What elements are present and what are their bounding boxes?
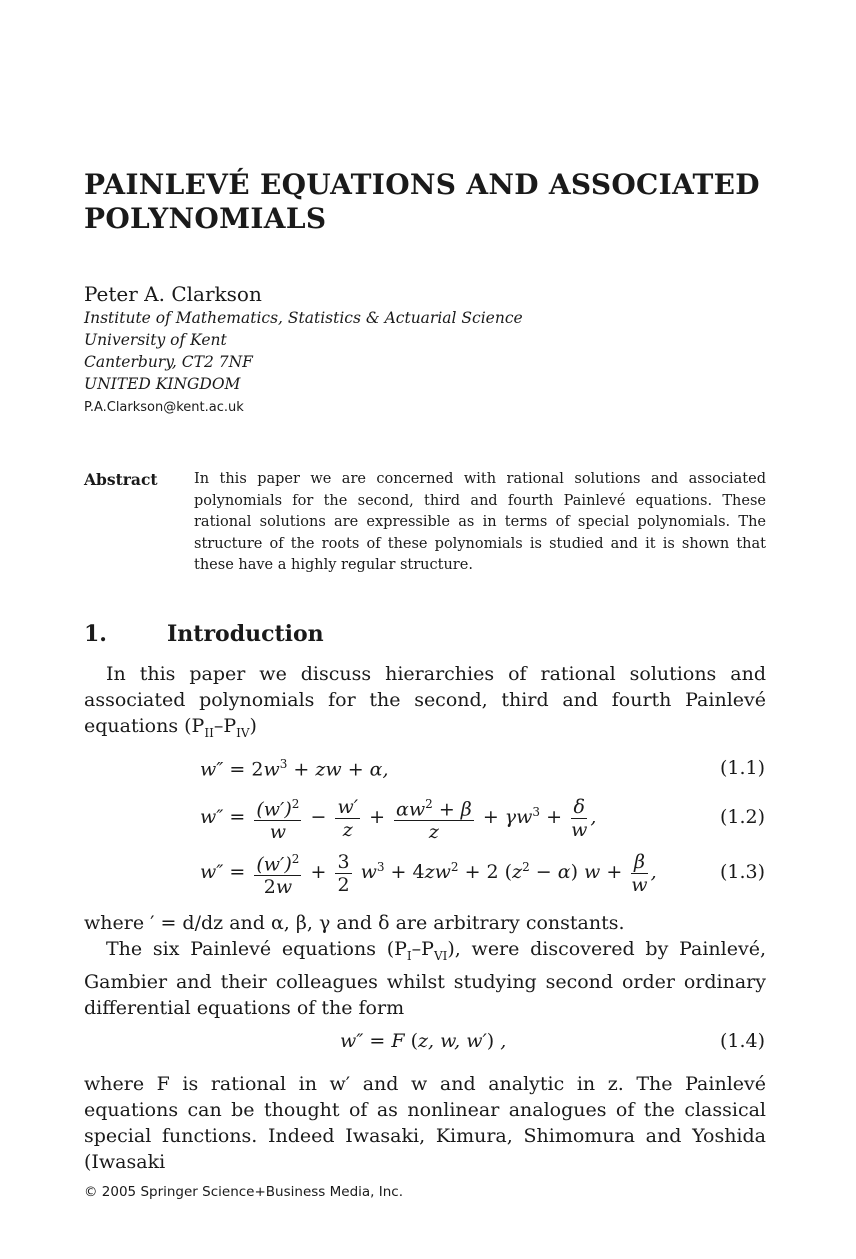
- equation-number: (1.1): [720, 757, 766, 779]
- equation-number: (1.3): [720, 861, 766, 883]
- author-name: Peter A. Clarkson: [84, 282, 262, 306]
- affiliation-line: UNITED KINGDOM: [84, 375, 241, 393]
- abstract-label: Abstract: [84, 470, 158, 489]
- title-line-2: POLYNOMIALS: [84, 202, 327, 235]
- equation-1-3: w″ = $\frac{(w')^2}{2w}$ + $\frac{3}{2}$ $w^3 + 4zw^2 + 2$ $(z^2 - \alpha) w$ + $\frac{\beta}{w}$ ,: [200, 848, 657, 898]
- abstract-text: In this paper we are concerned with rational solutions and associated polynomials for the second, third and fourth Painlevé equations. These rational solutions are expressible as in terms of special polynomials. The structure of the roots of these polynomials is studied and it is shown that these have a highly regular structure.: [194, 471, 766, 573]
- paper-title: [84, 168, 824, 236]
- affiliation-line: Institute of Mathematics, Statistics & Actuarial Science: [84, 309, 523, 327]
- equation-1-4: w″ = F (z, w, w′) ,: [340, 1030, 507, 1052]
- section-title: Introduction: [167, 621, 324, 647]
- section-number: 1.: [84, 621, 107, 647]
- intro-text: In this paper we discuss hierarchies of rational solutions and associated polynomials for the second, third and fourth Painlevé equations (P: [84, 663, 766, 737]
- title-line-1: PAINLEVÉ EQUATIONS AND ASSOCIATED: [84, 168, 760, 201]
- equation-1-1: $w'' = 2w^3$ + zw + α,: [200, 757, 389, 781]
- affiliation-line: University of Kent: [84, 331, 227, 349]
- copyright-footer: © 2005 Springer Science+Business Media, Inc.: [84, 1184, 403, 1200]
- affiliation-line: Canterbury, CT2 7NF: [84, 353, 253, 371]
- equation-number: (1.2): [720, 806, 766, 828]
- constants-paragraph: where ′ = d/dz and α, β, γ and δ are arbitrary constants.: [84, 912, 625, 934]
- closing-paragraph: where F is rational in w′ and w and analytic in z. The Painlevé equations can be thought of as nonlinear analogues of the classical special functions. Indeed Iwasaki, Kimura, Shimomura and Yoshida (Iwasaki: [84, 1073, 766, 1173]
- equation-number: (1.4): [720, 1030, 766, 1052]
- intro-paragraph: In this paper we discuss hierarchies of rational solutions and associated polynomials for the second, third and fourth Painlevé equations $(P_{II}-P_{IV})$: [84, 663, 766, 740]
- history-paragraph: The six Painlevé equations $(P_I-P_{VI})$, were discovered by Painlevé, Gambier and their colleagues whilst studying second order ordinary differential equations of the form: [84, 938, 766, 1019]
- equation-1-2: w″ = $\frac{(w')^2}{w}$ − $\frac{w'}{z}$ + $\frac{\alpha w^2 + \beta}{z}$ + $\gamma w^3$ + $\frac{\delta}{w}$ ,: [200, 793, 596, 843]
- history-text-rest: ), were discovered by Painlevé, Gambier and their colleagues whilst studying second order ordinary differential equations of the form: [84, 938, 766, 1019]
- author-email[interactable]: P.A.Clarkson@kent.ac.uk: [84, 400, 244, 415]
- history-text: The six Painlevé equations (P: [106, 938, 407, 960]
